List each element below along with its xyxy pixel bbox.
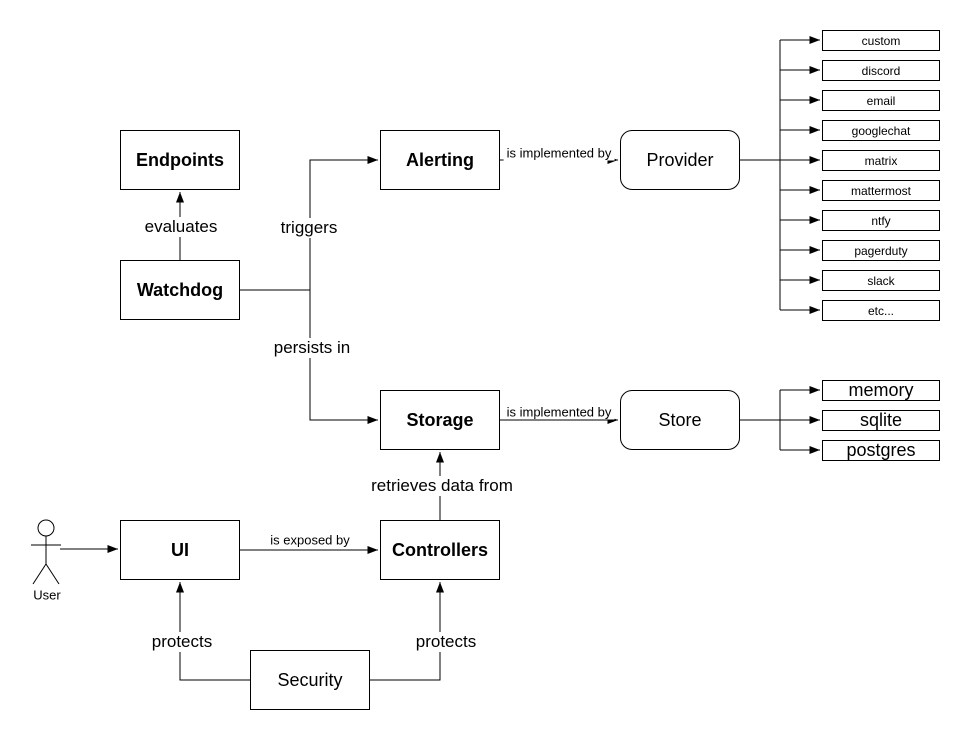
provider-item-pagerduty: pagerduty [822,240,940,261]
store-item-memory: memory [822,380,940,401]
node-security: Security [250,650,370,710]
edge-label-is-exposed-by: is exposed by [267,533,353,548]
edge-label-evaluates: evaluates [142,217,221,237]
user-actor-icon [31,520,61,584]
provider-item-custom: custom [822,30,940,51]
node-ui: UI [120,520,240,580]
edge-label-protects-controllers: protects [413,632,479,652]
node-provider: Provider [620,130,740,190]
edge-label-persists-in: persists in [271,338,354,358]
edge-label-retrieves-data-from: retrieves data from [368,476,516,496]
node-controllers: Controllers [380,520,500,580]
provider-item-mattermost: mattermost [822,180,940,201]
node-endpoints: Endpoints [120,130,240,190]
provider-item-etc: etc... [822,300,940,321]
store-item-postgres: postgres [822,440,940,461]
store-item-sqlite: sqlite [822,410,940,431]
node-store: Store [620,390,740,450]
edge-security-ui [180,582,250,680]
node-watchdog: Watchdog [120,260,240,320]
edge-label-is-implemented-by-alerting: is implemented by [504,146,615,161]
node-alerting: Alerting [380,130,500,190]
provider-item-discord: discord [822,60,940,81]
node-storage: Storage [380,390,500,450]
edge-label-protects-ui: protects [149,632,215,652]
provider-item-googlechat: googlechat [822,120,940,141]
provider-item-ntfy: ntfy [822,210,940,231]
user-actor-label: User [33,587,61,603]
edge-security-controllers [370,582,440,680]
edge-label-is-implemented-by-storage: is implemented by [504,405,615,420]
provider-item-email: email [822,90,940,111]
edge-label-triggers: triggers [278,218,341,238]
provider-item-slack: slack [822,270,940,291]
provider-item-matrix: matrix [822,150,940,171]
